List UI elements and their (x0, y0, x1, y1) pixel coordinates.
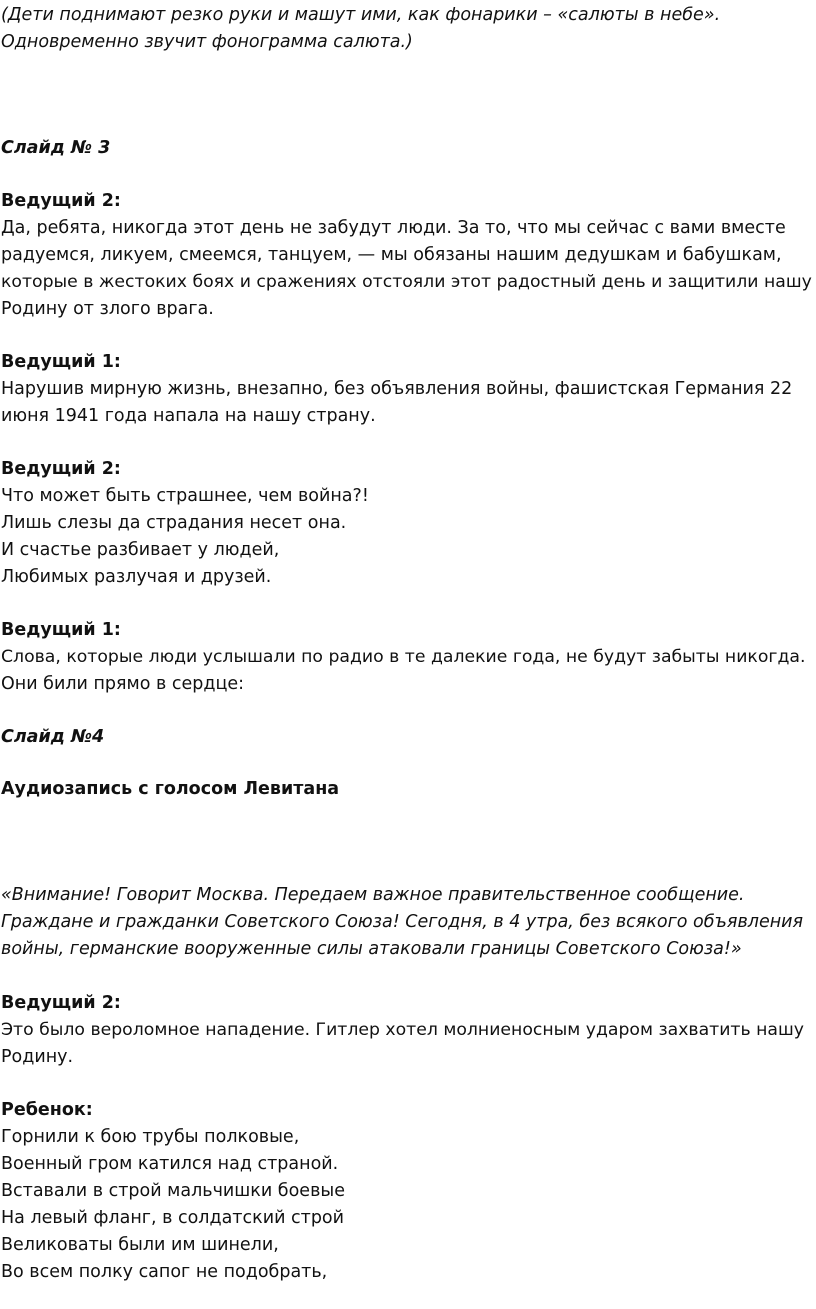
text-line: Слова, которые люди услышали по радио в те далекие года, не будут забыты никогда. (1, 647, 806, 667)
stage-direction-line: (Дети поднимают резко руки и машут ими, как фонарики – «салюты в небе». (1, 5, 721, 25)
text-line: Это было вероломное нападение. Гитлер хотел молниеносным ударом захватить нашу (1, 1020, 804, 1040)
quote-line: «Внимание! Говорит Москва. Передаем важное правительственное сообщение. (1, 885, 745, 905)
text-line: Родину. (1, 1047, 74, 1067)
poem-line: Военный гром катился над страной. (1, 1154, 339, 1174)
poem-line: Во всем полку сапог не подобрать, (1, 1262, 328, 1282)
poem-line: И счастье разбивает у людей, (1, 540, 280, 560)
speaker-label: Ведущий 2: (1, 993, 121, 1013)
text-line: Родину от злого врага. (1, 299, 214, 319)
poem-line: На левый фланг, в солдатский строй (1, 1208, 345, 1228)
text-line: Нарушив мирную жизнь, внезапно, без объявления войны, фашистская Германия 22 (1, 379, 793, 399)
speaker-label: Ведущий 2: (1, 459, 121, 479)
poem-line: Любимых разлучая и друзей. (1, 567, 272, 587)
speaker-label: Ребенок: (1, 1100, 93, 1120)
speaker-label: Ведущий 1: (1, 620, 121, 640)
poem-line: Горнили к бою трубы полковые, (1, 1127, 300, 1147)
poem-line: Лишь слезы да страдания несет она. (1, 513, 347, 533)
text-line: Они били прямо в сердце: (1, 674, 245, 694)
slide-heading: Слайд № 3 (1, 138, 111, 158)
poem-line: Вставали в строй мальчишки боевые (1, 1181, 345, 1201)
audio-heading: Аудиозапись с голосом Левитана (1, 779, 340, 799)
stage-direction-line: Одновременно звучит фонограмма салюта.) (1, 32, 413, 52)
poem-line: Что может быть страшнее, чем война?! (1, 486, 369, 506)
speaker-label: Ведущий 1: (1, 352, 121, 372)
quote-line: войны, германские вооруженные силы атаковали границы Советского Союза!» (1, 939, 742, 959)
text-line: которые в жестоких боях и сражениях отстояли этот радостный день и защитили нашу (1, 272, 812, 292)
slide-heading: Слайд №4 (1, 727, 105, 747)
quote-line: Граждане и гражданки Советского Союза! Сегодня, в 4 утра, без всякого объявления (1, 912, 804, 932)
text-line: июня 1941 года напала на нашу страну. (1, 406, 376, 426)
text-line: радуемся, ликуем, смеемся, танцуем, — мы обязаны нашим дедушкам и бабушкам, (1, 245, 782, 265)
speaker-label: Ведущий 2: (1, 191, 121, 211)
poem-line: Великоваты были им шинели, (1, 1235, 279, 1255)
text-line: Да, ребята, никогда этот день не забудут люди. За то, что мы сейчас с вами вместе (1, 218, 786, 238)
